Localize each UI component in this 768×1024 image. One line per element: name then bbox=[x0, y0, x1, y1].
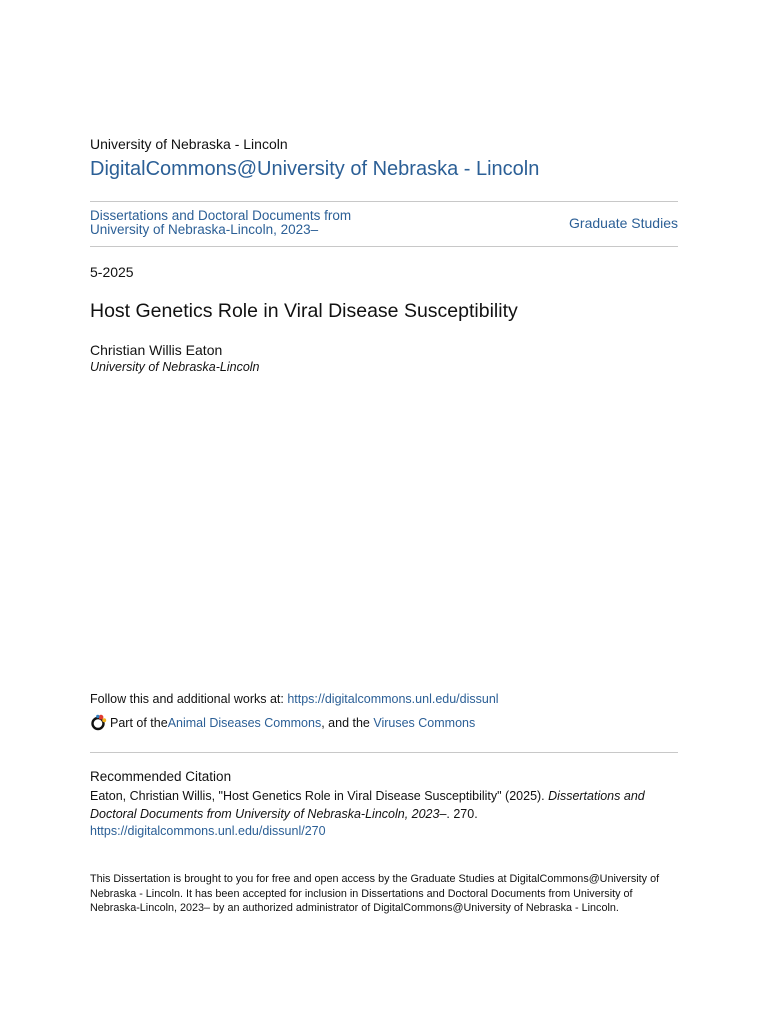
follow-prefix: Follow this and additional works at: bbox=[90, 692, 288, 706]
graduate-studies-link[interactable]: Graduate Studies bbox=[569, 215, 678, 231]
divider-bottom bbox=[90, 752, 678, 753]
collection-line-2: University of Nebraska-Lincoln, 2023– bbox=[90, 222, 319, 237]
institution-name: University of Nebraska - Lincoln bbox=[90, 136, 288, 152]
document-title: Host Genetics Role in Viral Disease Susceptibility bbox=[90, 300, 518, 322]
citation-plain: Eaton, Christian Willis, "Host Genetics Role in Viral Disease Susceptibility" (2025). bbox=[90, 789, 549, 803]
viruses-commons-link[interactable]: Viruses Commons bbox=[373, 715, 476, 730]
part-of-middle: , and the bbox=[321, 715, 374, 730]
citation-url-link[interactable]: https://digitalcommons.unl.edu/dissunl/270 bbox=[90, 824, 326, 838]
citation-text bbox=[90, 788, 660, 841]
bepress-network-icon bbox=[90, 714, 107, 731]
author-affiliation: University of Nebraska-Lincoln bbox=[90, 360, 260, 374]
citation-end: . 270. bbox=[446, 806, 478, 821]
animal-diseases-commons-link[interactable]: Animal Diseases Commons bbox=[167, 715, 322, 730]
collection-link[interactable] bbox=[90, 209, 420, 237]
follow-line bbox=[90, 692, 499, 706]
access-statement: This Dissertation is brought to you for free and open access by the Graduate Studies at DigitalCommons@University of Nebraska - Lincoln. It has been accepted for inclusion in Dissertations and Doctoral Documents from University of Nebraska-Lincoln, 2023– by an authorized administrator of DigitalCommons@University of Nebraska - Lincoln. bbox=[90, 873, 660, 914]
part-of-line bbox=[90, 714, 475, 731]
citation-heading: Recommended Citation bbox=[90, 769, 232, 784]
divider-top bbox=[90, 201, 678, 202]
publication-date: 5-2025 bbox=[90, 264, 134, 280]
citation-italic: Dissertations and Doctoral Documents from University of Nebraska-Lincoln, 2023– bbox=[90, 789, 645, 821]
follow-url-link[interactable]: https://digitalcommons.unl.edu/dissunl bbox=[287, 692, 499, 706]
part-of-prefix: Part of the bbox=[110, 715, 168, 730]
repository-link[interactable]: DigitalCommons@University of Nebraska - Lincoln bbox=[90, 158, 540, 180]
author-name: Christian Willis Eaton bbox=[90, 342, 223, 358]
divider-middle bbox=[90, 246, 678, 247]
collection-line-1: Dissertations and Doctoral Documents from bbox=[90, 208, 352, 223]
